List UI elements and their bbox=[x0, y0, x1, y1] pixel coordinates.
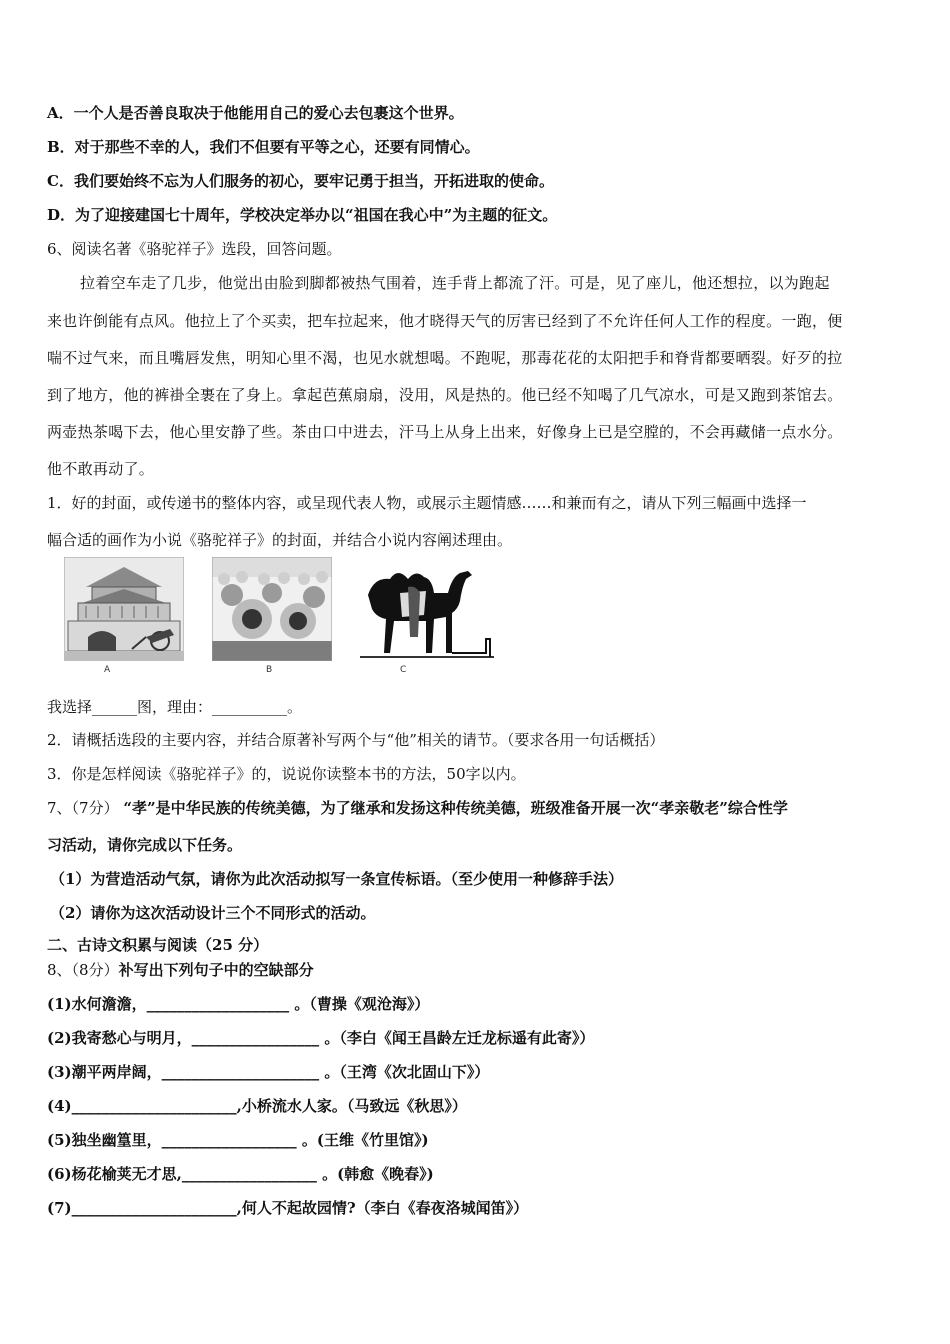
q6-sub1-line2: 幅合适的画作为小说《骆驼祥子》的封面，并结合小说内容阐述理由。 bbox=[47, 531, 513, 549]
figure-label-c: C bbox=[400, 665, 407, 675]
section-heading: 二、古诗文积累与阅读（25 分） bbox=[47, 936, 269, 954]
q8-instruction: 补写出下列句子中的空缺部分 bbox=[118, 961, 314, 979]
q6-sub1-line1: 1．好的封面，或传递书的整体内容，或呈现代表人物，或展示主题情感……和兼而有之，请从下列三幅画中选择一 bbox=[47, 494, 807, 512]
q7-line1 bbox=[47, 798, 788, 818]
figure-label-a: A bbox=[104, 665, 111, 675]
fill-blank-item: (6)杨花榆荚无才思,__________________ 。(韩愈《晚春》) bbox=[47, 1165, 434, 1183]
passage-line: 喘不过气来，而且嘴唇发焦，明知心里不渴，也见水就想喝。不跑呢，那毒花花的太阳把手和脊背都要晒裂。好歹的拉 bbox=[47, 349, 843, 367]
fill-blank-item: (3)潮平两岸阔，_____________________ 。（王湾《次北固山下》） bbox=[47, 1063, 490, 1081]
q8-prefix: 8、（8分） bbox=[47, 961, 119, 979]
q6-sub3: 3．你是怎样阅读《骆驼祥子》的，说说你读整本书的方法，50字以内。 bbox=[47, 765, 526, 783]
option-b: B．对于那些不幸的人，我们不但要有平等之心，还要有同情心。 bbox=[47, 138, 480, 156]
fill-blank-item: (5)独坐幽篁里，__________________ 。(王维《竹里馆》) bbox=[47, 1131, 429, 1149]
fill-blank-item: (2)我寄愁心与明月，_________________ 。（李白《闻王昌龄左迁龙标遥有此寄》） bbox=[47, 1029, 595, 1047]
q7-task1: （1）为营造活动气氛，请你为此次活动拟写一条宣传标语。（至少使用一种修辞手法） bbox=[50, 870, 623, 888]
fill-blank-item: (7)______________________,何人不起故园情?（李白《春夜洛城闻笛》） bbox=[47, 1199, 529, 1217]
q7-prefix: 7、（7分） bbox=[47, 799, 119, 817]
cover-image-options bbox=[64, 557, 504, 679]
passage-line: 到了地方，他的裤褂全裹在了身上。拿起芭蕉扇扇，没用，风是热的。他已经不知喝了几气凉水，可是又跑到茶馆去。 bbox=[47, 386, 843, 404]
passage-line: 拉着空车走了几步，他觉出由脸到脚都被热气围着，连手背上都流了汗。可是，见了座儿，他还想拉，以为跑起 bbox=[80, 274, 830, 292]
q7-task2: （2）请你为这次活动设计三个不同形式的活动。 bbox=[50, 904, 376, 922]
q7-stem: “孝”是中华民族的传统美德，为了继承和发扬这种传统美德，班级准备开展一次“孝亲敬老”综合性学 bbox=[123, 799, 788, 817]
sunflower-image bbox=[212, 557, 332, 661]
q6-sub2: 2．请概括选段的主要内容，并结合原著补写两个与“他”相关的请节。（要求各用一句话概括） bbox=[47, 731, 665, 749]
figure-label-b: B bbox=[266, 665, 273, 675]
q6-title: 6、阅读名著《骆驼祥子》选段，回答问题。 bbox=[47, 240, 342, 258]
option-c: C．我们要始终不忘为人们服务的初心，要牢记勇于担当，开拓进取的使命。 bbox=[47, 172, 554, 190]
q8-title bbox=[47, 960, 314, 980]
option-a: A．一个人是否善良取决于他能用自己的爱心去包裹这个世界。 bbox=[47, 104, 464, 122]
city-gate-image bbox=[64, 557, 184, 661]
fill-blank-item: (1)水何澹澹，___________________ 。（曹操《观沧海》） bbox=[47, 995, 430, 1013]
q7-line2: 习活动，请你完成以下任务。 bbox=[47, 836, 243, 854]
choice-line: 我选择______图，理由：__________。 bbox=[47, 698, 303, 716]
camel-image bbox=[360, 557, 494, 661]
option-d: D．为了迎接建国七十周年，学校决定举办以“祖国在我心中”为主题的征文。 bbox=[47, 206, 558, 224]
passage-line: 两壶热茶喝下去，他心里安静了些。茶由口中进去，汗马上从身上出来，好像身上已是空膛的，不会再藏储一点水分。 bbox=[47, 423, 843, 441]
passage-line: 来也许倒能有点风。他拉上了个买卖，把车拉起来，他才晓得天气的厉害已经到了不允许任何人工作的程度。一跑，便 bbox=[47, 312, 843, 330]
fill-blank-item: (4)______________________,小桥流水人家。（马致远《秋思》） bbox=[47, 1097, 467, 1115]
passage-line: 他不敢再动了。 bbox=[47, 460, 155, 478]
